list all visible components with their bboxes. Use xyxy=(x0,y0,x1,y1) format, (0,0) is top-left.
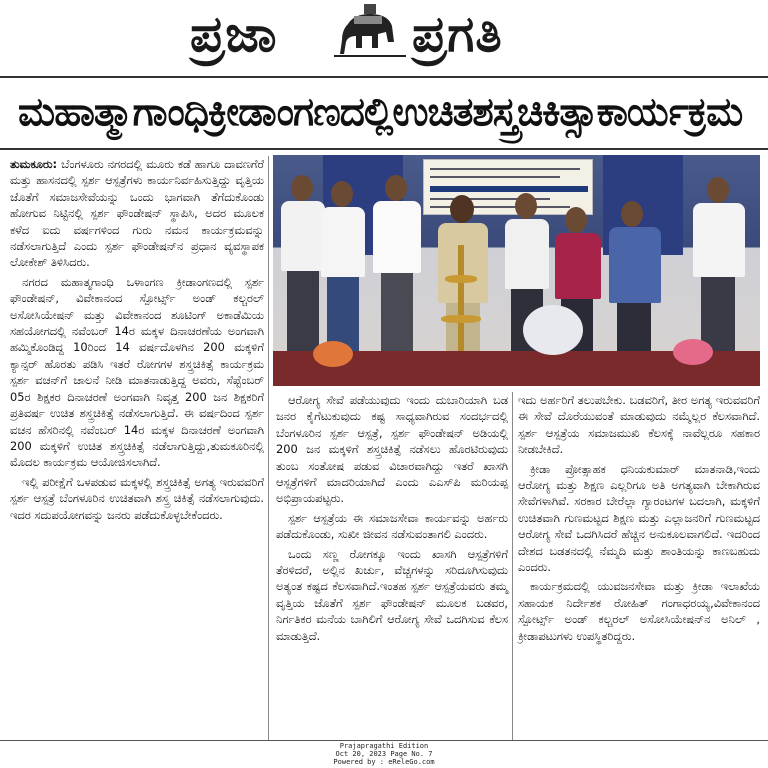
article-column-2 xyxy=(276,392,508,647)
article-paragraph xyxy=(10,156,264,271)
footer-date-page: Oct 20, 2023 Page No. 7 xyxy=(335,750,433,758)
flower-bouquet xyxy=(313,341,353,367)
article-column-3 xyxy=(518,392,760,647)
masthead xyxy=(0,0,768,76)
footer-edition: Prajapragathi Edition xyxy=(339,742,429,750)
flower-bouquet xyxy=(673,339,713,365)
article-paragraph: ಕ್ರೀಡಾ ಪ್ರೋತ್ಸಾಹಕ ಧನಿಯಕುಮಾರ್ ಮಾತನಾಡಿ,ಇಂದು ಆರೋಗ್ಯ ಮತ್ತು ಶಿಕ್ಷಣ ಎಲ್ಲರಿಗೂ ಅತಿ ಅಗತ್ಯವಾಗಿ ಬೇಕಾಗಿರುವ ಸೇವೆಗಳಾಗಿವೆ. ಸರಕಾರ ಬೇರೆಲ್ಲಾ ಗ್ಯಾರಂಟಗಳ ಬದಲಾಗಿ, ಮಕ್ಕಳಿಗೆ ಉಚಿತವಾಗಿ ಗುಣಮಟ್ಟದ ಶಿಕ್ಷಣ ಮತ್ತು ಎಲ್ಲಾಜನರಿಗೆ ಗುಣಮಟ್ಟದ ಆರೋಗ್ಯ ಸೇವೆ ಒದಗಿಸಿದರೆ ಹೆಚ್ಚಿನ ಅನುಕೂಲವಾಗಲಿದೆ. ಇದರಿಂದ ದೇಶದ ಬಡತನದಲ್ಲಿ ನೆಮ್ಮದಿ ಮತ್ತು ಶಾಂತಿಯನ್ನು ಕಾಣಬಹುದು ಎಂದರು. xyxy=(518,461,760,575)
article-paragraph: ಕಾರ್ಯಕ್ರಮದಲ್ಲಿ ಯುವಜನಸೇವಾ ಮತ್ತು ಕ್ರೀಡಾ ಇಲಾಖೆಯ ಸಹಾಯಕ ನಿರ್ದೇಶಕ ರೋಹಿತ್ ಗಂಗಾಧರಯ್ಯ,ವಿವೇಕಾನಂದ ಸ್ಪೋರ್ಟ್ಸ್ ಅಂಡ್ ಕಲ್ಚರಲ್ ಅಸೋಸಿಯೇಷನ್‌ನ ಅನಿಲ್ , ಕ್ರೀಡಾಪಟುಗಳು ಉಪಸ್ಥಿತರಿದ್ದರು. xyxy=(518,579,760,643)
column-divider xyxy=(512,392,513,740)
masthead-divider xyxy=(0,76,768,78)
oil-lamp xyxy=(458,245,464,365)
event-banner xyxy=(423,159,593,215)
article-paragraph: ಸ್ಪರ್ಶ ಆಸ್ಪತ್ರೆಯ ಈ ಸಮಾಜಸೇವಾ ಕಾರ್ಯವನ್ನು ಅರ್ಹರು ಪಡೆದುಕೊಂಡು, ಸುಖೀ ಜೀವನ ನಡೆಸುವಂತಾಗಲಿ ಎಂದರು. xyxy=(276,510,508,542)
article-headline: ಮಹಾತ್ಮಾಗಾಂಧಿಕ್ರೀಡಾಂಗಣದಲ್ಲಿಉಚಿತಶಸ್ತ್ರಚಿಕಿತ್ಸಾಕಾರ್ಯಕ್ರಮ xyxy=(18,90,743,135)
footer xyxy=(0,742,768,768)
article-paragraph: ಇದು ಅರ್ಹರಿಗೆ ತಲುಪಬೇಕು. ಬಡವರಿಗೆ, ತೀರ ಅಗತ್ಯ ಇರುವವರಿಗೆ ಈ ಸೇವೆ ದೊರೆಯುವಂತೆ ಮಾಡುವುದು ನಮ್ಮೆಲ್ಲರ ಕೆಲಸವಾಗಿದೆ. ಸ್ಪರ್ಶ ಆಸ್ಪತ್ರೆಯ ಸಮಾಜಮುಖಿ ಕೆಲಸಕ್ಕೆ ನಾವೆಲ್ಲರೂ ಸಹಕಾರ ನೀಡಬೇಕಿದೆ. xyxy=(518,393,760,457)
article-paragraph: ಆರೋಗ್ಯ ಸೇವೆ ಪಡೆಯುವುದು ಇಂದು ದುಬಾರಿಯಾಗಿ ಬಡ ಜನರ ಕೈಗೆಟುಕುವುದು ಕಷ್ಟ ಸಾಧ್ಯವಾಗಿರುವ ಸಂದರ್ಭದಲ್ಲಿ ಬೆಂಗಳೂರಿನ ಸ್ಪರ್ಶ ಆಸ್ಪತ್ರೆ, ಸ್ಪರ್ಶ ಫೌಂಡೇಷನ್ ಅಡಿಯಲ್ಲಿ 200 ಜನ ಮಕ್ಕಳಿಗೆ ಶಸ್ತ್ರಚಿಕಿತ್ಸೆ ನಡೆಸಲು ಹೊರಟಿರುವುದು ತುಂಬ ಸಂತೋಷ ಪಡುವ ವಿಚಾರವಾಗಿದ್ದು ಇತರೆ ಖಾಸಗಿ ಆಸ್ಪತ್ರೆಗಳಿಗೆ ಮಾದರಿಯಾಗಿದೆ ಎಂದು ಎಎಸ್‌ಪಿ ಮರಿಯಪ್ಪ ಅಭಿಪ್ರಾಯಪಟ್ಟರು. xyxy=(276,393,508,506)
footer-divider xyxy=(0,740,768,741)
masthead-title-right: ಪ್ರಗತಿ xyxy=(412,5,503,63)
article-paragraph: ನಗರದ ಮಹಾತ್ಮಗಾಂಧಿ ಒಳಾಂಗಣ ಕ್ರೀಡಾಂಗಣದಲ್ಲಿ ಸ್ಪರ್ಶ ಫೌಂಡೇಷನ್, ವಿವೇಕಾನಂದ ಸ್ಪೋರ್ಟ್ಸ್ ಅಂಡ್ ಕಲ್ಚರಲ್ ಅಸೋಸಿಯೇಷನ್ ಮತ್ತು ವಿವೇಕಾನಂದ ಶೂಟಿಂಗ್ ಅಕಾಡೆಮಿಯ ಸಹಯೋಗದಲ್ಲಿ ನವೆಂಬರ್ 14ರ ಮಕ್ಕಳ ದಿನಾಚರಣೆಯ ಅಂಗವಾಗಿ ಹಮ್ಮಿಕೊಂಡಿದ್ದ 10ರಿಂದ 14 ವರ್ಷದೊಳಗಿನ 200 ಮಕ್ಕಳಿಗೆ ಕ್ಯಾನ್ಸರ್ ಹೊರತು ಪಡಿಸಿ ಇತರೆ ರೋಗಗಳ ಶಸ್ತ್ರಚಿಕಿತ್ಸೆ ಕಾರ್ಯಕ್ರಮ ಸ್ಪರ್ಶ ವಚನ್‌ಗೆ ಚಾಲನೆ ನೀಡಿ ಮಾತನಾಡುತ್ತಿದ್ದ ಅವರು, ಸೆಪ್ಟೆಂಬರ್ 05ರ ಶಿಕ್ಷಕರ ದಿನಾಚರಣೆ ಅಂಗವಾಗಿ ನಿವೃತ್ತ 200 ಜನ ಶಿಕ್ಷಕರಿಗೆ ಪ್ರತಿವರ್ಷ ಉಚಿತ ಶಸ್ತ್ರಚಿಕಿತ್ಸೆ ನಡೆಸಲಾಗುತ್ತಿದೆ. ಈ ವರ್ಷದಿಂದ ಸ್ಪರ್ಶ ವಚನ ಹೆಸರಿನಲ್ಲಿ ನವೆಂಬರ್ 14ರ ಮಕ್ಕಳ ದಿನಾಚರಣೆ ಅಂಗವಾಗಿ 200 ಮಕ್ಕಳಿಗೆ ಉಚಿತ ಶಸ್ತ್ರಚಿಕಿತ್ಸೆ ನಡೆಲಾಗುತ್ತಿದ್ದು,ತುಮಕೂರಿನಲ್ಲಿ ಮೊದಲ ಕಾರ್ಯಕ್ರಮ ಆಯೋಜಿಸಲಾಗಿದೆ. xyxy=(10,274,264,470)
footer-powered-link[interactable]: Powered by : eReleGo.com xyxy=(333,758,435,766)
article-column-1 xyxy=(10,156,264,526)
flower-bouquet xyxy=(523,305,583,355)
elephant-logo-icon xyxy=(334,2,406,68)
masthead-title-left: ಪ್ರಜಾ xyxy=(190,5,278,63)
headline-divider xyxy=(0,148,768,150)
dateline: ತುಮಕೂರು: xyxy=(10,157,58,171)
column-divider xyxy=(268,156,269,740)
paragraph-text: ಬೆಂಗಳೂರು ನಗರದಲ್ಲಿ ಮೂರು ಕಡೆ ಹಾಗೂ ದಾವಣಗೆರೆ ಮತ್ತು ಹಾಸನದಲ್ಲಿ ಸ್ಪರ್ಶ ಆಸ್ಪತ್ರೆಗಳು ಕಾರ್ಯನಿರ್ವಹಿಸುತ್ತಿದ್ದು ವೃತ್ತಿಯ ಜೊತೆಗೆ ಸಮಾಜಸೇವೆಯನ್ನು ಒಂದು ಭಾಗವಾಗಿ ತೆಗೆದುಕೊಂಡು ಹೋಗುವ ನಿಟ್ಟಿನಲ್ಲಿ ಸ್ಪರ್ಶ ಫೌಂಡೇಷನ್ ಸ್ಥಾಪಿಸಿ, ಅದರ ಮೂಲಕ ಕಳೆದ ಐದು ವರ್ಷಗಳಿಂದ ಗುರು ನಮನ ಕಾರ್ಯಕ್ರಮವನ್ನು ನಡೆಸಲಾಗುತ್ತಿದೆ ಎಂದು ಸ್ಪರ್ಶ ಫೌಂಡೇಷನ್‌ನ ಪ್ರಧಾನ ವ್ಯವಸ್ಥಾಪಕ ಲೋಕೇಶ್ ತಿಳಿಸಿದರು. xyxy=(10,157,264,270)
article-paragraph: ಒಂದು ಸಣ್ಣ ರೋಗಕ್ಕೂ ಇಂದು ಖಾಸಗಿ ಆಸ್ಪತ್ರೆಗಳಿಗೆ ತೆರಳಿದರೆ, ಅಲ್ಲಿನ ಖರ್ಚು, ವೆಚ್ಚಗಳನ್ನು ಸರಿದೂಗಿಸುವುದು ಅತ್ಯಂತ ಕಷ್ಟದ ಕೆಲಸವಾಗಿದೆ.ಇಂತಹ ಸ್ಪರ್ಶ ಆಸ್ಪತ್ರೆಯವರು ತಮ್ಮ ವೃತ್ತಿಯ ಜೊತೆಗೆ ಸ್ಪರ್ಶ ಫೌಂಡೇಷನ್ ಮೂಲಕ ಬಡವರ, ನಿರ್ಗತಿಕರ ಮನೆಯ ಬಾಗಿಲಿಗೆ ಆರೋಗ್ಯ ಸೇವೆ ಒದಗಿಸುವ ಕೆಲಸ ಮಾಡುತ್ತಿದೆ. xyxy=(276,546,508,643)
event-photo xyxy=(273,155,760,386)
article-paragraph: ಇಲ್ಲಿ ಪರೀಕ್ಷೆಗೆ ಒಳಪಡುವ ಮಕ್ಕಳಲ್ಲಿ ಶಸ್ತ್ರಚಿಕಿತ್ಸೆ ಅಗತ್ಯ ಇರುವವರಿಗೆ ಸ್ಪರ್ಶ ಆಸ್ಪತ್ರೆ ಬೆಂಗಳೂರಿನ ಉಚಿತವಾಗಿ ಶಸ್ತ್ರ ಚಿಕಿತ್ಸೆ ನಡೆಸಲಾಗುವುದು. ಇದರ ಸದುಪಯೋಗವನ್ನು ಜನರು ಪಡೆದುಕೊಳ್ಳಬೇಕೆಂದರು. xyxy=(10,474,264,522)
